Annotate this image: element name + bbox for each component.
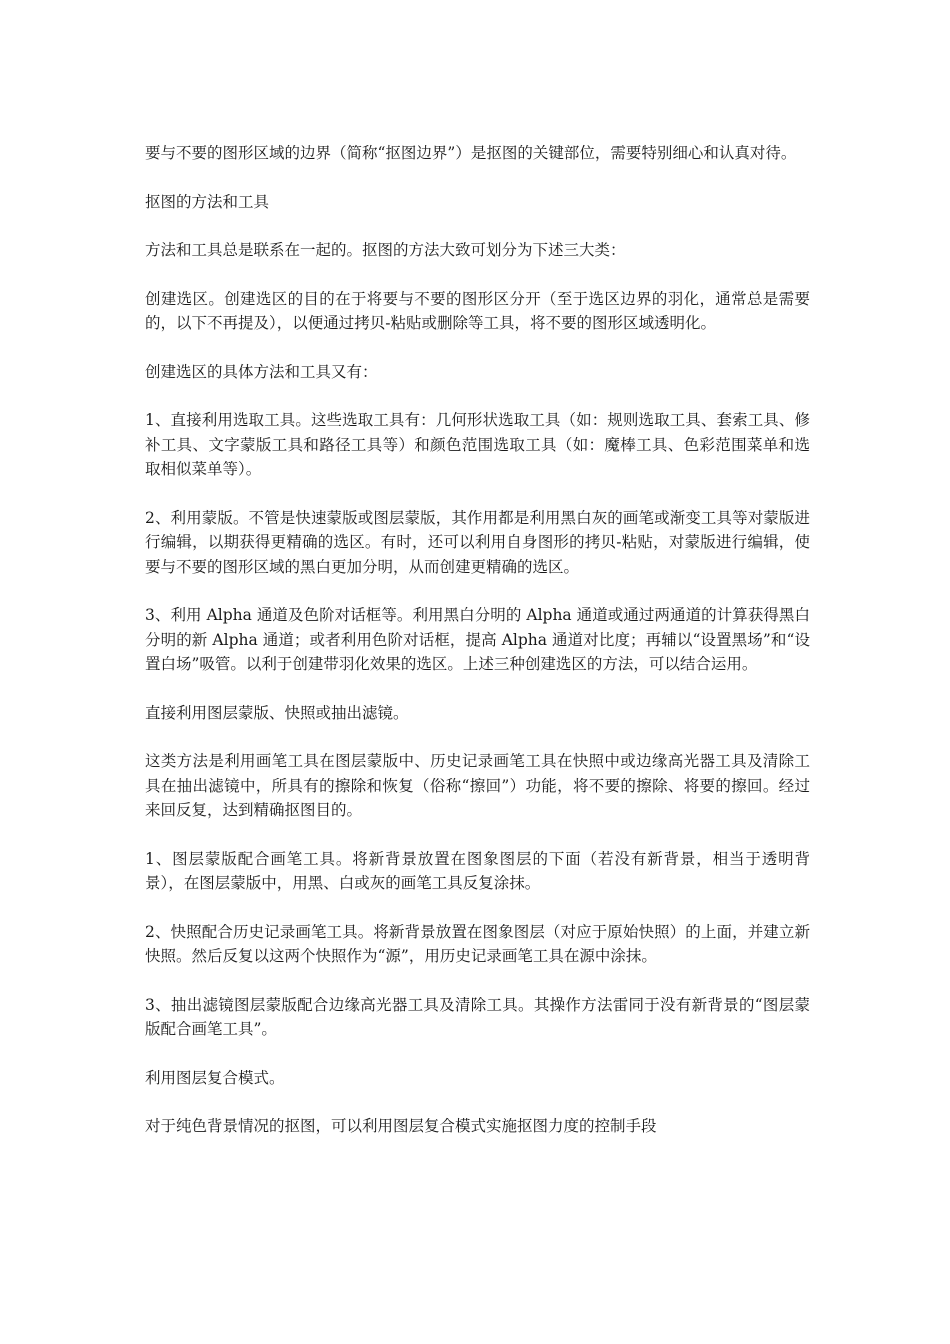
paragraph-blend-modes: 利用图层复合模式。 [145, 1068, 285, 1087]
paragraph-alpha-channel: 3、利用 Alpha 通道及色阶对话框等。利用黑白分明的 Alpha 通道或通过两通道的计算获得黑白分明的新 Alpha 通道；或者利用色阶对话框，提高 Alpha 通道对比度；再辅以“设置黑场”和“设置白场”吸管。以利于创建带羽化效果的选区。上述三种创建选区的方法，可以结合运用。 [145, 606, 810, 673]
paragraph-solid-background: 对于纯色背景情况的抠图，可以利用图层复合模式实施抠图力度的控制手段 [145, 1117, 657, 1135]
paragraph-boundary-importance: 要与不要的图形区域的边界（简称“抠图边界”）是抠图的关键部位，需要特别细心和认真对待。 [145, 144, 797, 162]
document-body [145, 141, 810, 1163]
heading-methods-and-tools: 抠图的方法和工具 [145, 192, 270, 211]
paragraph-selection-tools: 1、直接利用选取工具。这些选取工具有：几何形状选取工具（如：规则选取工具、套索工具、修补工具、文字蒙版工具和路径工具等）和颜色范围选取工具（如：魔棒工具、色彩范围菜单和选取相似菜单等）。 [145, 411, 810, 478]
paragraph-layer-mask-snapshot-extract: 直接利用图层蒙版、快照或抽出滤镜。 [145, 703, 409, 722]
paragraph-extract-filter: 3、抽出滤镜图层蒙版配合边缘高光器工具及清除工具。其操作方法雷同于没有新背景的“图层蒙版配合画笔工具”。 [145, 995, 810, 1038]
paragraph-three-categories: 方法和工具总是联系在一起的。抠图的方法大致可划分为下述三大类： [145, 241, 626, 259]
paragraph-erase-restore: 这类方法是利用画笔工具在图层蒙版中、历史记录画笔工具在快照中或边缘高光器工具及清除工具在抽出滤镜中，所具有的擦除和恢复（俗称“擦回”）功能，将不要的擦除、将要的擦回。经过来回反复，达到精确抠图目的。 [145, 752, 810, 819]
paragraph-selection-methods-intro: 创建选区的具体方法和工具又有： [145, 362, 378, 381]
paragraph-create-selection: 创建选区。创建选区的目的在于将要与不要的图形区分开（至于选区边界的羽化，通常总是需要的，以下不再提及），以便通过拷贝-粘贴或删除等工具，将不要的图形区域透明化。 [145, 289, 810, 332]
paragraph-masks: 2、利用蒙版。不管是快速蒙版或图层蒙版，其作用都是利用黑白灰的画笔或渐变工具等对蒙版进行编辑，以期获得更精确的选区。有时，还可以利用自身图形的拷贝-粘贴，对蒙版进行编辑，使要与不要的图形区域的黑白更加分明，从而创建更精确的选区。 [145, 508, 810, 576]
paragraph-snapshot-history-brush: 2、快照配合历史记录画笔工具。将新背景放置在图象图层（对应于原始快照）的上面，并建立新快照。然后反复以这两个快照作为“源”，用历史记录画笔工具在源中涂抹。 [145, 922, 810, 965]
paragraph-layer-mask-brush: 1、图层蒙版配合画笔工具。将新背景放置在图象图层的下面（若没有新背景，相当于透明背景），在图层蒙版中，用黑、白或灰的画笔工具反复涂抹。 [145, 849, 810, 892]
